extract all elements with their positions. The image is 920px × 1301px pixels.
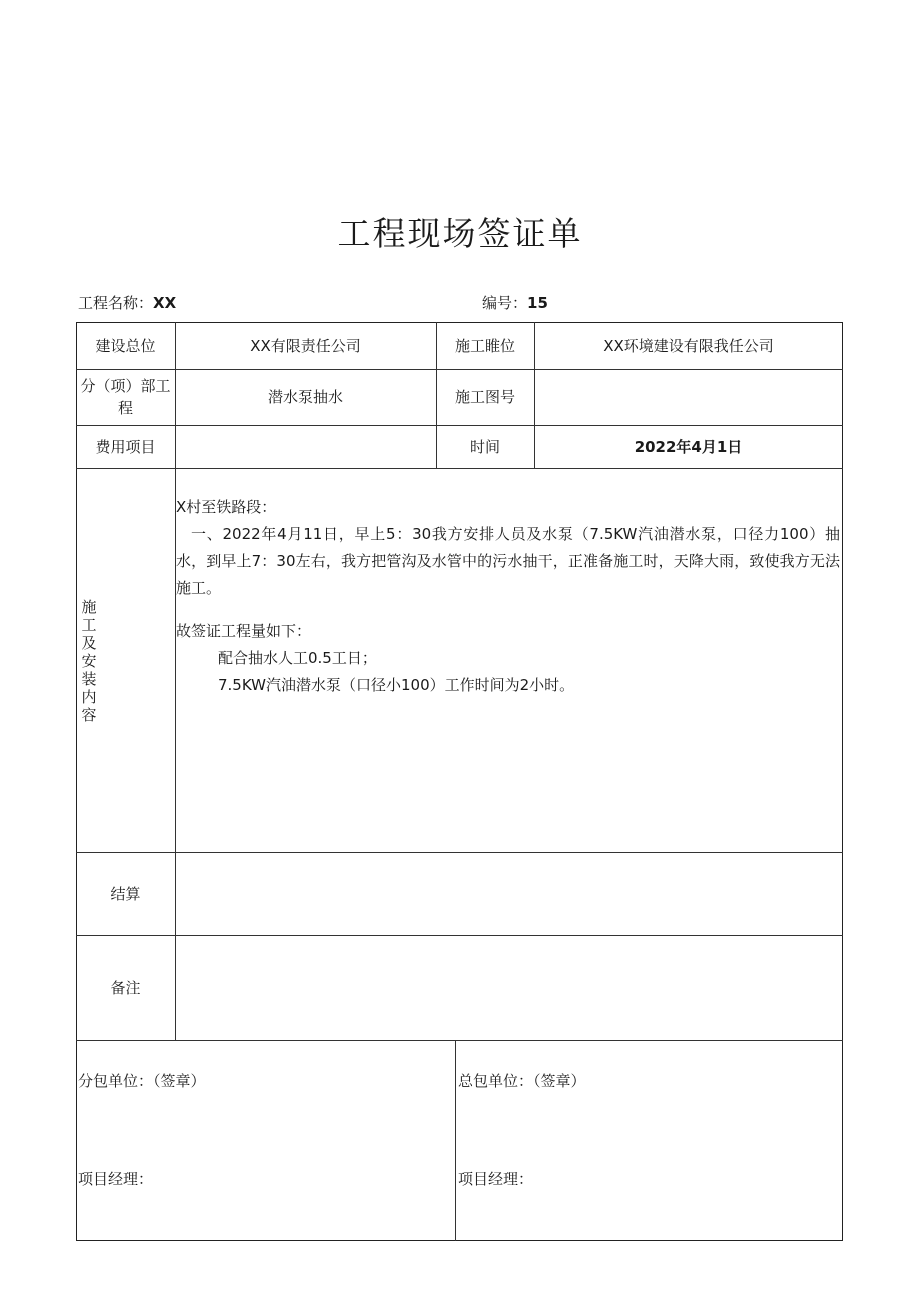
main-manager-signature: 项目经理： (458, 1170, 534, 1188)
sub-unit-signature: 分包单位：（签章） (78, 1072, 206, 1090)
form-number (482, 292, 548, 313)
time-label: 时间 (469, 437, 500, 456)
side-label-char: 施 (81, 598, 97, 616)
row-divider (76, 468, 843, 469)
remarks-label: 备注 (110, 978, 141, 997)
column-divider (455, 1040, 456, 1241)
content-line: X村至铁路段： (176, 498, 277, 516)
side-label-char: 及 (81, 634, 97, 652)
form-number-label: 编号： (482, 294, 528, 312)
subproject-value: 潜水泵抽水 (267, 388, 343, 406)
side-label-char: 容 (81, 706, 97, 724)
row-divider (76, 852, 843, 853)
row-divider (76, 1040, 843, 1041)
project-name-value: XX (153, 294, 177, 312)
page-title: 工程现场签证单 (337, 214, 583, 253)
cost-value (175, 425, 436, 468)
form-number-value: 15 (527, 294, 548, 312)
side-label-char: 内 (81, 688, 97, 706)
side-label-char: 工 (81, 616, 97, 634)
cost-label: 费用项目 (95, 437, 156, 456)
subproject-label: 分（项）部工程 (80, 377, 171, 417)
content-line (176, 602, 840, 618)
settlement-label: 结算 (110, 884, 141, 903)
sub-manager-signature: 项目经理： (78, 1170, 154, 1188)
content-line: 配合抽水人工0.5工日； (218, 649, 377, 667)
time-value: 2022年4月1日 (634, 437, 743, 456)
content-side-label (80, 598, 98, 724)
content-line: 一、2022年4月11日，早上5：30我方安排人员及水泵（7.5KW汽油潜水泵，口径力100）抽水，到早上7：30左右，我方把管沟及水管中的污水抽干，正准备施工时，天降大雨，致使我方无法施工。 (176, 525, 840, 597)
main-unit-signature: 总包单位：（签章） (458, 1072, 586, 1090)
contractor-label: 施工睢位 (454, 336, 515, 355)
drawing-value (534, 369, 843, 425)
content-body (176, 494, 840, 699)
side-label-char: 装 (81, 670, 97, 688)
content-line: 7.5KW汽油潜水泵（口径小100）工作时间为2小时。 (218, 676, 575, 694)
content-line: 故签证工程量如下： (176, 622, 312, 640)
owner-label: 建设总位 (95, 336, 156, 355)
row-divider (76, 935, 843, 936)
project-name-label: 工程名称： (78, 294, 154, 312)
contractor-value: XX环境建设有限我任公司 (603, 336, 774, 355)
side-label-char: 安 (81, 652, 97, 670)
project-name (78, 292, 176, 313)
drawing-label: 施工图号 (454, 388, 515, 406)
owner-value: XX有限责任公司 (250, 336, 361, 355)
